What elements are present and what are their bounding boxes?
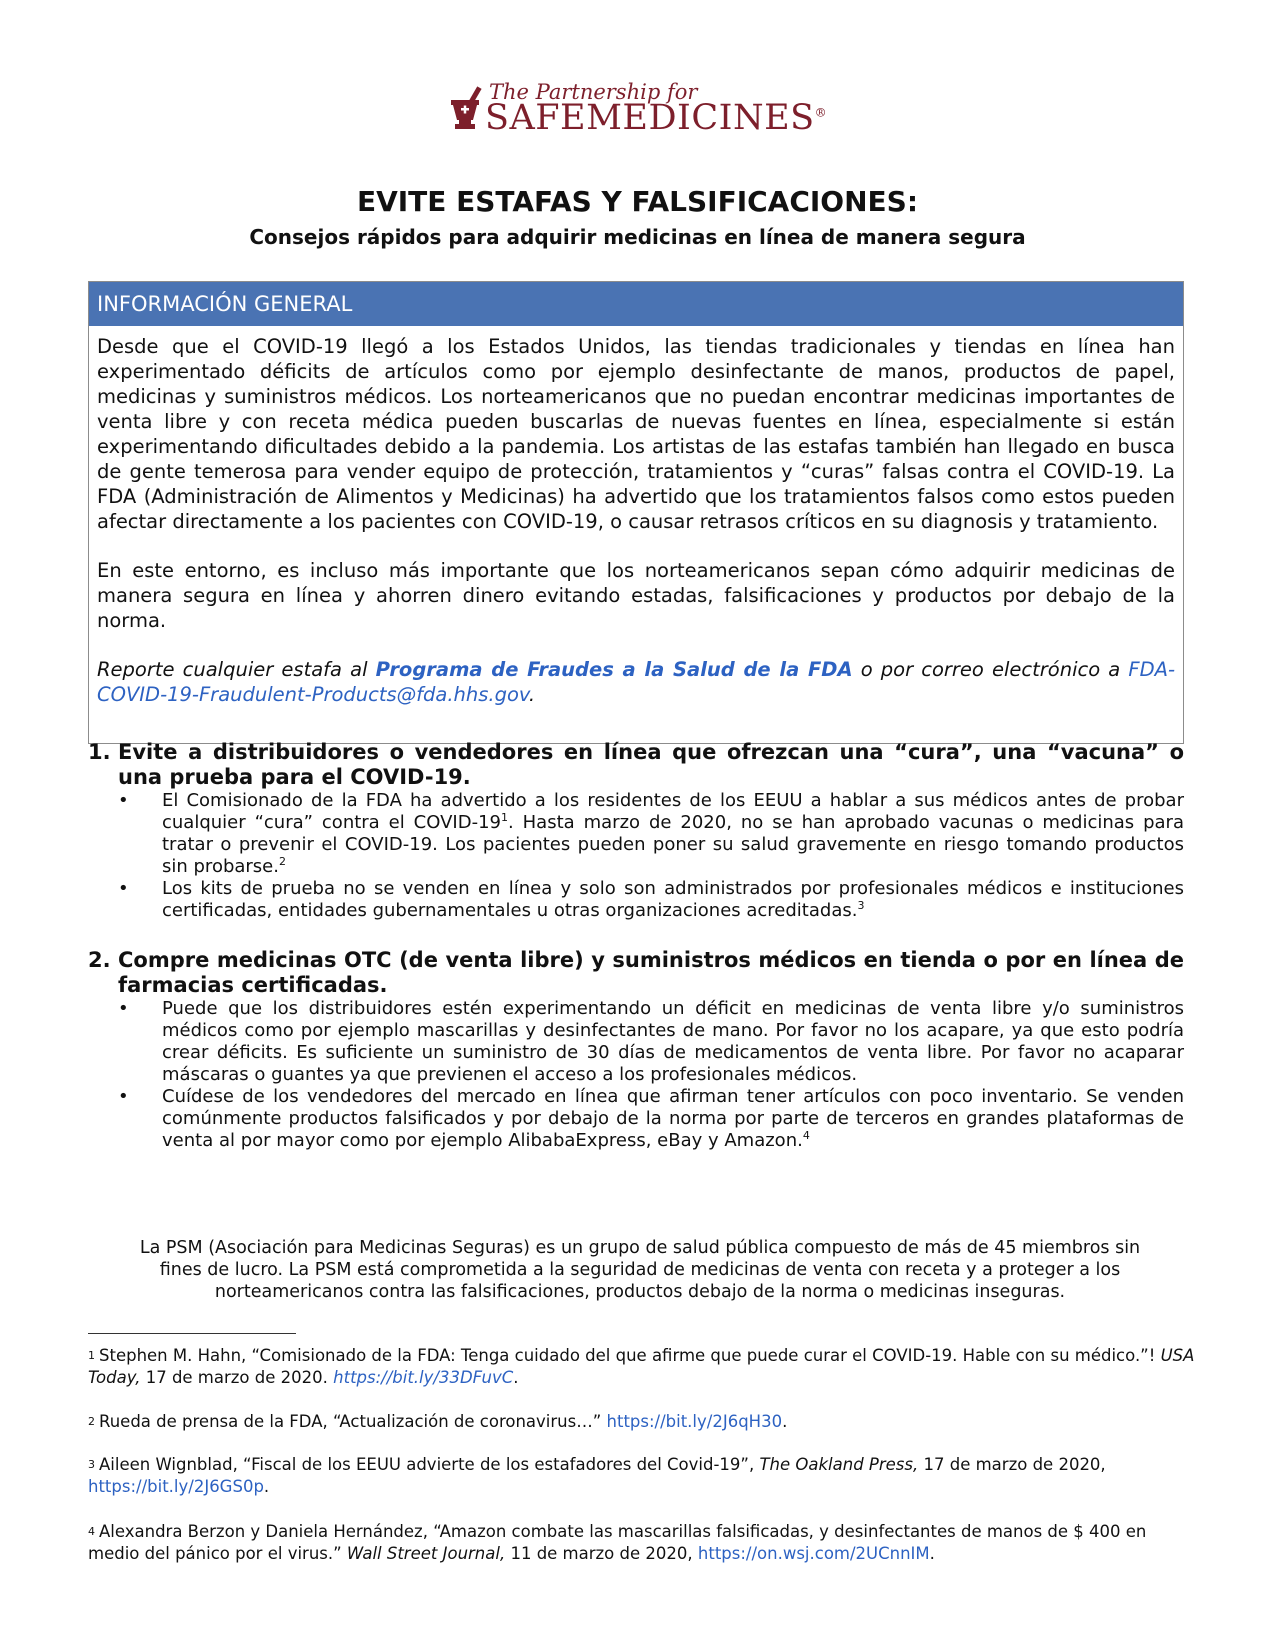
- bullet-list: [88, 790, 1184, 922]
- report-prefix: Reporte cualquier estafa al: [97, 658, 376, 681]
- bullet-text: El Comisionado de la FDA ha advertido a los residentes de los EEUU a hablar a sus médicos antes de probar cualquier “cura” contra el COVID-19: [162, 790, 1184, 833]
- page-title: EVITE ESTAFAS Y FALSIFICACIONES:: [356, 185, 919, 218]
- registered-mark: ®: [814, 105, 828, 120]
- section-heading: [88, 740, 1184, 790]
- section-1: [88, 740, 1184, 922]
- list-item: [118, 878, 1184, 922]
- footnote-2: [88, 1411, 1198, 1433]
- footnote-source: Wall Street Journal,: [346, 1544, 506, 1563]
- footnote-link[interactable]: https://bit.ly/33DFuvC: [333, 1368, 514, 1387]
- page-subtitle: Consejos rápidos para adquirir medicinas en línea de manera segura: [249, 225, 1026, 249]
- bullet-icon: •: [118, 878, 129, 899]
- footnote-text: Alexandra Berzon y Daniela Hernández, “Amazon combate las mascarillas falsificadas, y desinfectantes de manos de $ 400 en medio del pánico por el virus.”: [88, 1522, 1147, 1563]
- footnote-divider: [88, 1333, 296, 1334]
- info-paragraph-2: En este entorno, es incluso más importante que los norteamericanos sepan cómo adquirir medicinas de manera segura en línea y ahorren dinero evitando estadas, falsificaciones y productos por debajo de la norma.: [97, 559, 1175, 632]
- fda-email-link[interactable]: FDA-COVID-19-Fraudulent-Products@fda.hhs.gov: [97, 658, 1175, 706]
- bullet-icon: •: [118, 1086, 129, 1107]
- fda-fraud-program-link[interactable]: Programa de Fraudes a la Salud de la FDA: [375, 658, 853, 681]
- footnote-ref[interactable]: 1: [500, 811, 508, 824]
- list-item: [118, 790, 1184, 878]
- list-item: [118, 998, 1184, 1086]
- logo: [445, 80, 845, 140]
- footnote-end: .: [782, 1412, 788, 1431]
- psm-statement: La PSM (Asociación para Medicinas Seguras) es un grupo de salud pública compuesto de más de 45 miembros sin fines de lucro. La PSM está comprometida a la seguridad de medicinas de venta con receta y a proteger a los norteamericanos contra las falsificaciones, productos debajo de la norma o medicinas inseguras.: [139, 1238, 1141, 1302]
- footnote-end: .: [513, 1368, 519, 1387]
- bullet-icon: •: [118, 998, 129, 1019]
- general-info-body: [97, 334, 1175, 731]
- footnote-source: The Oakland Press,: [759, 1455, 919, 1474]
- footnote-link[interactable]: https://bit.ly/2J6GS0p: [88, 1477, 264, 1496]
- logo-brand: SAFEMEDICINES®: [485, 98, 828, 138]
- footnote-end: .: [929, 1544, 935, 1563]
- general-info-header: INFORMACIÓN GENERAL: [89, 282, 1183, 326]
- footnote-number: 2: [88, 1415, 95, 1428]
- report-suffix: .: [528, 683, 536, 706]
- bullet-list: [88, 998, 1184, 1152]
- footnote-4: [88, 1521, 1198, 1565]
- mortar-pestle-icon: [445, 86, 489, 132]
- footnote-number: 4: [88, 1525, 95, 1538]
- footnote-link[interactable]: https://on.wsj.com/2UCnnIM: [697, 1544, 930, 1563]
- general-info-box: [88, 281, 1184, 744]
- footnote-3: [88, 1454, 1198, 1498]
- footnote-ref[interactable]: 2: [278, 855, 286, 868]
- bullet-text: Puede que los distribuidores estén experimentando un déficit en medicinas de venta libre y/o suministros médicos como por ejemplo mascarillas y desinfectantes de mano. Por favor no los acapare, ya que esto podría crear déficits. Es suficiente un suministro de 30 días de medicamentos de venta libre. Por favor no acaparar máscaras o guantes ya que previenen el acceso a los profesionales médicos.: [162, 998, 1184, 1085]
- footnote-text: Aileen Wignblad, “Fiscal de los EEUU advierte de los estafadores del Covid-19”,: [99, 1455, 760, 1474]
- footnote-number: 3: [88, 1458, 95, 1471]
- info-paragraph-1: Desde que el COVID-19 llegó a los Estados Unidos, las tiendas tradicionales y tiendas en línea han experimentado déficits de artículos como por ejemplo desinfectante de manos, productos de papel, medicinas y suministros médicos. Los norteamericanos que no puedan encontrar medicinas importantes de venta libre y con receta médica pueden buscarlas de nuevas fuentes en línea, especialmente si están experimentando dificultades debido a la pandemia. Los artistas de las estafas también han llegado en busca de gente temerosa para vender equipo de protección, tratamientos y “curas” falsas contra el COVID-19. La FDA (Administración de Alimentos y Medicinas) ha advertido que los tratamientos falsos como estos pueden afectar directamente a los pacientes con COVID-19, o causar retrasos críticos en su diagnosis y tratamiento.: [97, 335, 1175, 533]
- footnote-ref[interactable]: 3: [857, 899, 865, 912]
- bullet-text: Cuídese de los vendedores del mercado en línea que afirman tener artículos con poco inventario. Se venden comúnmente productos falsificados y por debajo de la norma por parte de terceros en grandes plataformas de venta al por mayor como por ejemplo AlibabaExpress, eBay y Amazon.: [162, 1086, 1184, 1151]
- bullet-icon: •: [118, 790, 129, 811]
- section-heading-text: Evite a distribuidores o vendedores en línea que ofrezcan una “cura”, una “vacuna” o una prueba para el COVID-19.: [118, 740, 1184, 789]
- section-heading: [88, 948, 1184, 998]
- footnote-1: [88, 1345, 1198, 1389]
- footnote-source: USA Today,: [88, 1346, 1195, 1387]
- footnote-date: 11 de marzo de 2020,: [505, 1544, 698, 1563]
- footnote-number: 1: [88, 1349, 95, 1362]
- report-paragraph: [97, 657, 1175, 707]
- bullet-text: . Hasta marzo de 2020, no se han aprobado vacunas o medicinas para tratar o prevenir el COVID-19. Los pacientes pueden poner su salud gravemente en riesgo tomando productos sin probarse.: [162, 812, 1184, 877]
- section-heading-text: Compre medicinas OTC (de venta libre) y suministros médicos en tienda o por en línea de farmacias certificadas.: [118, 948, 1184, 997]
- footnote-text: Rueda de prensa de la FDA, “Actualización de coronavirus…”: [99, 1412, 607, 1431]
- list-item: [118, 1086, 1184, 1152]
- section-number: 2.: [88, 948, 111, 972]
- footnote-ref[interactable]: 4: [802, 1129, 810, 1142]
- footnote-text: Stephen M. Hahn, “Comisionado de la FDA: Tenga cuidado del que afirme que puede curar el COVID-19. Hable con su médico.”!: [99, 1346, 1161, 1365]
- report-middle: o por correo electrónico a: [852, 658, 1129, 681]
- footnote-end: .: [263, 1477, 270, 1496]
- section-2: [88, 948, 1184, 1152]
- bullet-text: Los kits de prueba no se venden en línea y solo son administrados por profesionales médicos e instituciones certificadas, entidades gubernamentales u otras organizaciones acreditadas.: [162, 878, 1184, 921]
- section-number: 1.: [88, 740, 111, 764]
- logo-tagline: The Partnership for: [489, 80, 698, 104]
- footnote-date: 17 de marzo de 2020.: [140, 1368, 334, 1387]
- footnote-link[interactable]: https://bit.ly/2J6qH30: [606, 1412, 783, 1431]
- footnote-date: 17 de marzo de 2020,: [918, 1455, 1106, 1474]
